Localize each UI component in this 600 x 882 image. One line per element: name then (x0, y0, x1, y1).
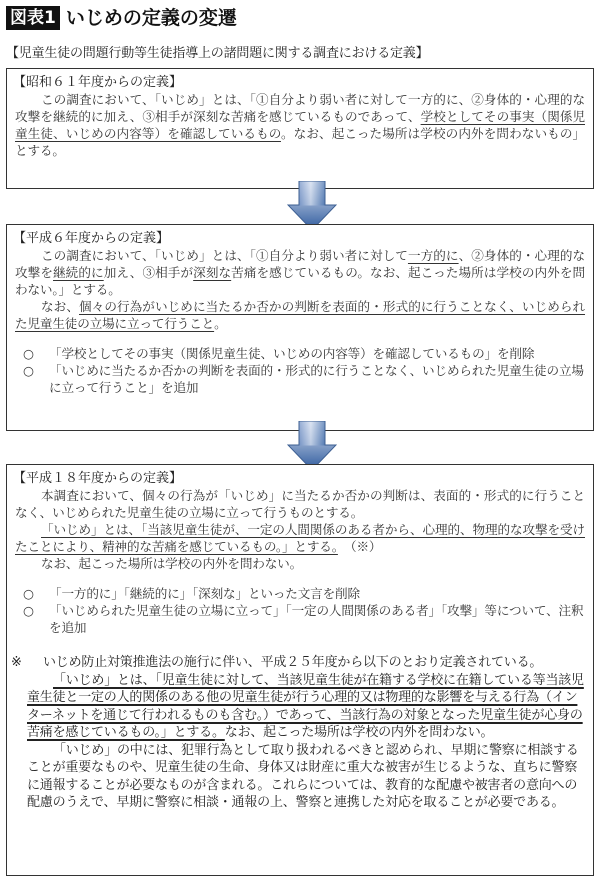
footnote-body (15, 672, 585, 812)
text-segment: 加え、③相手が (103, 265, 194, 280)
text-segment: 、②身体的・心理的な攻撃を (15, 248, 585, 280)
list-item-text: 「学校としてその事実（関係児童生徒、いじめの内容等）を確認しているもの」を削除 (49, 346, 535, 361)
change-list (15, 345, 585, 396)
underlined-text: 深刻な (193, 265, 232, 280)
definition-paragraph: なお、起こった場所は学校の内外を問わない。 (41, 556, 303, 571)
section-heading: 【平成６年度からの定義】 (13, 231, 170, 246)
footnote-heading (11, 654, 585, 672)
definition-box-s61 (6, 68, 594, 189)
footnote-reference: （※） (337, 539, 382, 554)
text-segment: この調査において、「いじめ」とは、「①自分より弱い者に対して (41, 248, 408, 263)
definition-paragraph (15, 521, 585, 555)
footnote-paragraph (27, 672, 585, 742)
underlined-text: 継続的に (53, 265, 104, 280)
reference-mark-icon: ※ (11, 655, 22, 670)
definition-box-h6 (6, 224, 594, 431)
text-segment: 。なお、起こった場所は学校の内外を問わないもの」とする。 (15, 126, 585, 158)
circle-bullet-icon: ○ (23, 603, 34, 618)
underlined-text: 「いじめ」とは、「当該児童生徒が、一定の人間関係のある者から、心理的、物理的な攻撃を受けたことにより、精神的な苦痛を感じているもの。」とする。 (15, 522, 585, 554)
survey-subtitle: 【児童生徒の問題行動等生徒指導上の諸問題に関する調査における定義】 (6, 46, 429, 61)
change-list (15, 585, 585, 636)
list-item (15, 345, 585, 362)
list-item-text: 「いじめに当たるか否かの判断を表面的・形式的に行うことなく、いじめられた児童生徒の立場に立って行うこと」を追加 (49, 363, 584, 395)
text-segment: 。 (214, 316, 227, 331)
list-item (15, 585, 585, 602)
text-segment: なお、起こった場所は学校の内外を問わない。 (224, 725, 494, 740)
figure-badge: 図表1 (6, 6, 60, 30)
definition-box-h18 (6, 464, 594, 876)
footnote-paragraph: 「いじめ」の中には、犯罪行為として取り扱われるべきと認められ、早期に警察に相談することが重要なものや、児童生徒の生命、身体又は財産に重大な被害が生じるような、直ちに警察に通報することが必要なものが含まれる。これらについては、教育的な配慮や被害者の意向への配慮のうえで、早期に警察に相談・通報の上、警察と連携した対応を取ることが必要である。 (27, 742, 579, 810)
circle-bullet-icon: ○ (23, 346, 34, 361)
note-paragraph (15, 298, 585, 332)
section-heading: 【昭和６１年度からの定義】 (13, 75, 183, 90)
text-segment: この調査において、「いじめ」とは、「①自分より弱い者に対して一方的に、②身体的・心理的な攻撃を継続的に加え、③相手が深刻な苦痛を感じているものであって、 (15, 92, 585, 124)
underlined-text: 学校としてその事実（関係児童生徒、いじめの内容等）を確認しているもの (15, 109, 585, 141)
figure-title-text: いじめの定義の変遷 (65, 7, 237, 29)
footnote-h25 (11, 654, 585, 812)
definition-paragraph (15, 91, 585, 159)
definition-paragraph (15, 247, 585, 298)
list-item-text: 「いじめられた児童生徒の立場に立って」「一定の人間関係のある者」「攻撃」等について、注釈を追加 (49, 603, 584, 635)
footnote-heading-text: いじめ防止対策推進法の施行に伴い、平成２５年度から以下のとおり定義されている。 (43, 655, 543, 670)
section-heading: 【平成１８年度からの定義】 (13, 471, 183, 486)
definition-paragraph: 本調査において、個々の行為が「いじめ」に当たるか否かの判断は、表面的・形式的に行うことなく、いじめられた児童生徒の立場に立って行うものとする。 (15, 488, 585, 520)
underlined-text: 一方的に (407, 248, 459, 263)
text-segment: なお、 (41, 299, 79, 314)
circle-bullet-icon: ○ (23, 586, 34, 601)
list-item (15, 362, 585, 396)
text-segment: 苦痛を感じているもの。なお、起こった場所は学校の内外を問わない。」とする。 (15, 265, 585, 297)
underlined-text: 「いじめ」とは、「児童生徒に対して、当該児童生徒が在籍する学校に在籍している等当該児童生徒と一定の人的関係のある他の児童生徒が行う心理的又は物理的な影響を与える行為（インターネットを通じて行われるものも含む。）であって、当該行為の対象となった児童生徒が心身の苦痛を感じているもの。」とする。 (27, 672, 584, 740)
figure-title (6, 6, 237, 30)
underlined-text: 個々の行為がいじめに当たるか否かの判断を表面的・形式的に行うことなく、いじめられた児童生徒の立場に立って行うこと (15, 299, 586, 331)
circle-bullet-icon: ○ (23, 363, 34, 378)
list-item (15, 602, 585, 636)
list-item-text: 「一方的に」「継続的に」「深刻な」といった文言を削除 (49, 586, 360, 601)
